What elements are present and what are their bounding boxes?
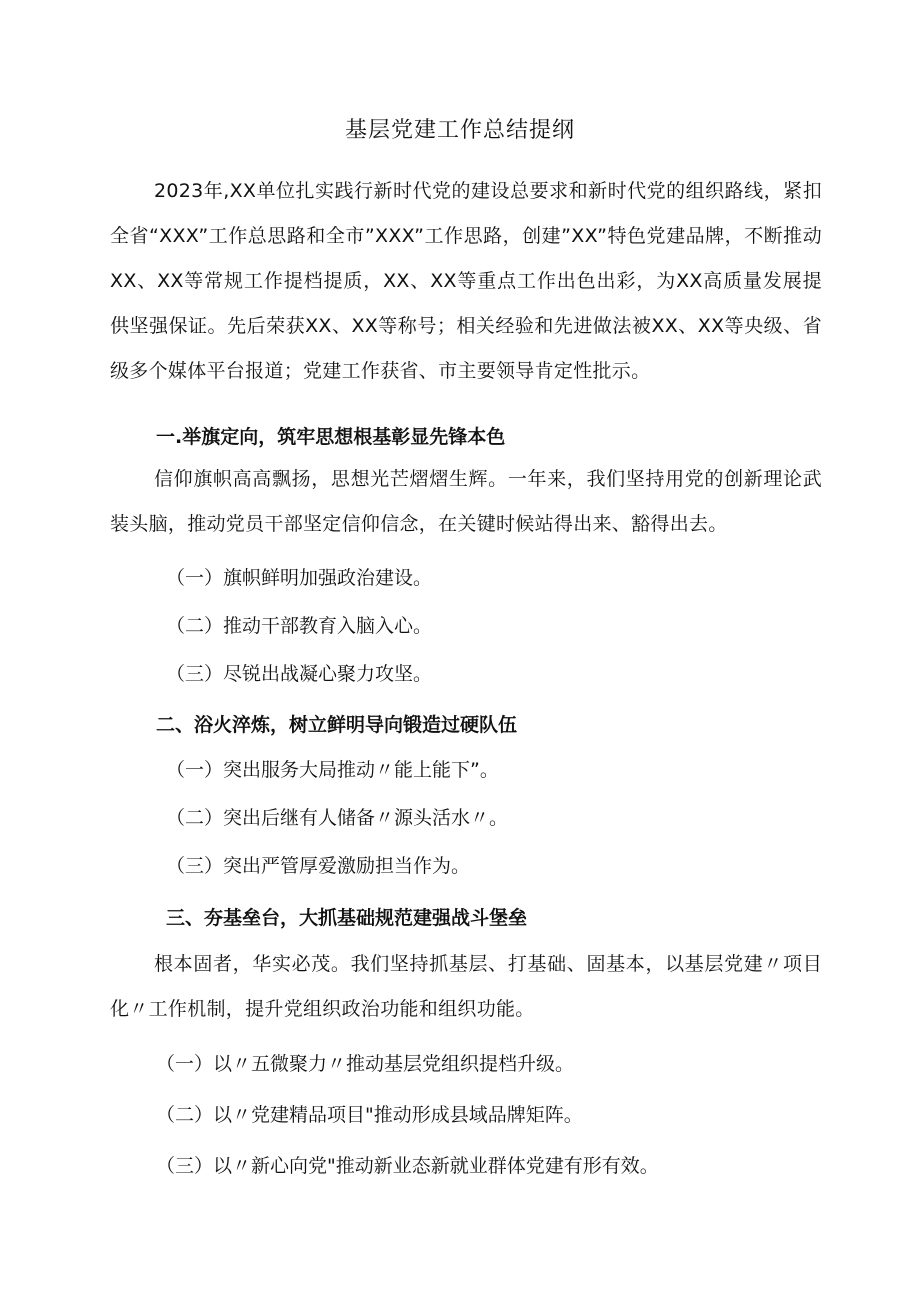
section-3-item-2: （二）以〃党建精品项目"推动形成县域品牌矩阵。 (156, 1104, 583, 1126)
section-2-item-3: （三）突出严管厚爱激励担当作为。 (166, 855, 471, 877)
section-2-item-1: （一）突出服务大局推动〃能上能下”。 (166, 759, 499, 781)
section-3-heading: 三、夯基垒台，大抓基础规范建强战斗堡垒 (166, 907, 528, 929)
intro-paragraph: 2023年,XX单位扎实践行新时代党的建设总要求和新时代党的组织路线，紧扣全省“XXX”工作总思路和全市”XXX”工作思路，创建”XX”特色党建品牌，不断推动XX、XX等常规工作提档提质，XX、XX等重点工作出色出彩，为XX高质量发展提供坚强保证。先后荣获XX、XX等称号；相关经验和先进做法被XX、XX等央级、省级多个媒体平台报道；党建工作获省、市主要领导肯定性批示。 (110, 180, 822, 382)
section-3-item-3: （三）以〃新心向党"推动新业态新就业群体党建有形有效。 (156, 1155, 659, 1177)
section-2-heading: 二、浴火淬炼，树立鲜明导向锻造过硬队伍 (156, 714, 518, 736)
section-3-paragraph: 根本固者，华实必茂。我们坚持抓基层、打基础、固基本，以基层党建〃项目化〃工作机制，提升党组织政治功能和组织功能。 (110, 953, 822, 1020)
document-title: 基层党建工作总结提纲 (344, 118, 575, 143)
section-3-item-1: （一）以〃五微聚力〃推动基层党组织提档升级。 (156, 1053, 575, 1075)
section-1-item-2: （二）推动干部教育入脑入心。 (166, 615, 433, 637)
section-1-paragraph: 信仰旗帜高高飘扬，思想光芒熠熠生辉。一年来，我们坚持用党的创新理论武装头脑，推动党员干部坚定信仰信念，在关键时候站得出来、豁得出去。 (110, 468, 822, 535)
section-1-item-3: （三）尽锐出战凝心聚力攻坚。 (166, 663, 433, 685)
section-1-item-1: （一）旗帜鲜明加强政治建设。 (166, 567, 433, 589)
section-1-heading: 一.举旗定向，筑牢思想根基彰显先锋本色 (156, 426, 506, 448)
section-2-item-2: （二）突出后继有人储备〃源头活水〃。 (166, 807, 509, 829)
